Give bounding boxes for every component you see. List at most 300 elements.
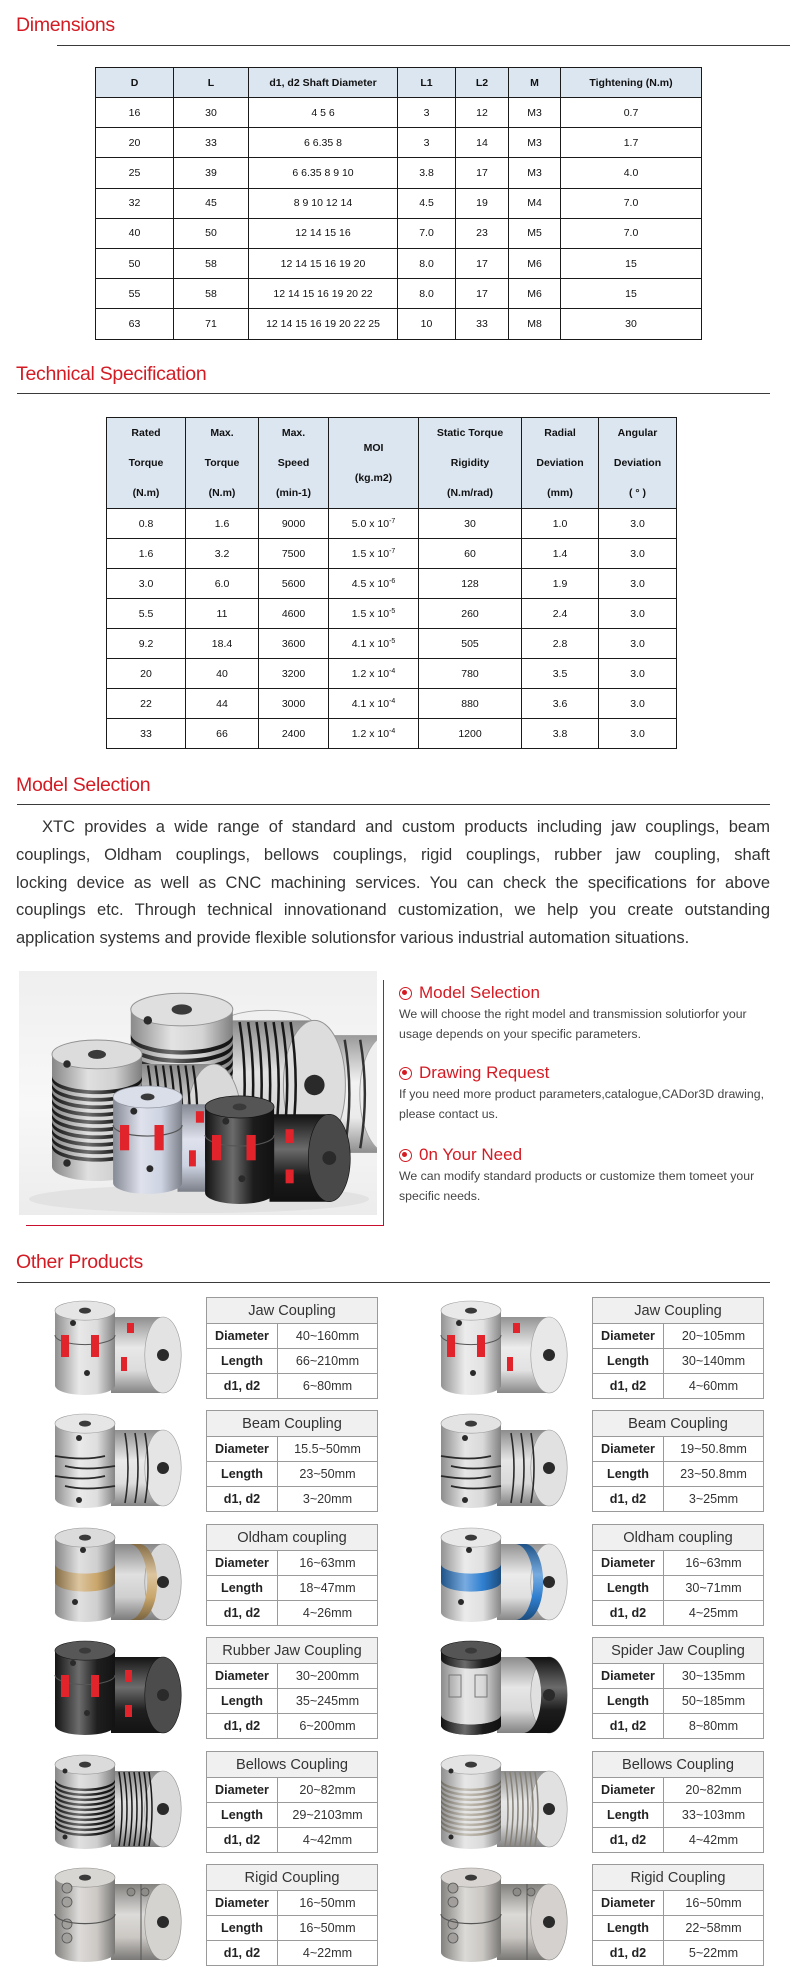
tech-spec-cell: 6.0 bbox=[186, 569, 259, 599]
tech-spec-cell: 1.6 bbox=[186, 509, 259, 539]
rigid-coupling-drawing bbox=[441, 1868, 567, 1962]
spec-value-shaft: 4~60mm bbox=[664, 1374, 764, 1399]
product-spec-table bbox=[592, 1297, 764, 1399]
spec-label-length: Length bbox=[593, 1462, 664, 1487]
product-title[interactable]: Jaw Coupling bbox=[207, 1298, 378, 1324]
tech-spec-cell: 3600 bbox=[259, 629, 329, 659]
tech-spec-table-head bbox=[107, 418, 677, 509]
dimensions-cell: 55 bbox=[96, 279, 174, 309]
product-title-row bbox=[593, 1298, 764, 1324]
dimensions-heading: Dimensions bbox=[16, 14, 115, 36]
spec-value-shaft: 4~42mm bbox=[278, 1828, 378, 1853]
moi-mantissa: 1.2 x 10 bbox=[351, 727, 390, 740]
dimensions-cell: 1.7 bbox=[561, 128, 702, 158]
dimensions-cell: 17 bbox=[456, 279, 509, 309]
tech-spec-header-cell bbox=[186, 418, 259, 509]
header-line: ( ° ) bbox=[628, 487, 647, 499]
product-spec-row bbox=[207, 1714, 378, 1739]
header-line: Rigidity bbox=[450, 457, 490, 469]
shaft-bore bbox=[543, 1349, 555, 1361]
spec-value-diameter: 40~160mm bbox=[278, 1324, 378, 1349]
tech-spec-cell: 2.4 bbox=[522, 599, 599, 629]
spec-value-length: 30~71mm bbox=[664, 1576, 764, 1601]
dimensions-table-row bbox=[96, 98, 702, 128]
product-spec-row bbox=[207, 1778, 378, 1803]
dimensions-header-row bbox=[96, 68, 702, 98]
dimensions-cell: 6 6.35 8 bbox=[249, 128, 398, 158]
product-spec-row bbox=[593, 1374, 764, 1399]
spec-value-diameter: 30~135mm bbox=[664, 1664, 764, 1689]
product-spec-row bbox=[207, 1462, 378, 1487]
header-line: MOI bbox=[363, 442, 384, 454]
moi-exponent: -5 bbox=[389, 607, 396, 615]
cap-screw bbox=[62, 1897, 72, 1907]
product-spec-body bbox=[593, 1525, 764, 1626]
spec-value-diameter: 30~200mm bbox=[278, 1664, 378, 1689]
jaw-spider-tooth bbox=[61, 1335, 69, 1357]
spec-label-length: Length bbox=[207, 1462, 278, 1487]
moi-mantissa: 1.5 x 10 bbox=[351, 607, 390, 620]
cap-screw bbox=[62, 1933, 72, 1943]
spec-value-length: 50~185mm bbox=[664, 1689, 764, 1714]
tech-spec-table-row bbox=[107, 659, 677, 689]
spec-label-shaft: d1, d2 bbox=[593, 1374, 664, 1399]
tech-spec-cell: 1.4 bbox=[522, 539, 599, 569]
radio-selected-icon bbox=[399, 1149, 412, 1162]
tech-spec-cell: 3.6 bbox=[522, 689, 599, 719]
rubber-spider-tooth bbox=[286, 1129, 294, 1143]
product-title-row bbox=[207, 1525, 378, 1551]
moi-exponent: -7 bbox=[389, 547, 396, 555]
jaw-spider-tooth bbox=[155, 1125, 164, 1150]
spec-label-length: Length bbox=[593, 1349, 664, 1374]
shaft-bore bbox=[79, 1875, 91, 1881]
tech-spec-cell bbox=[329, 629, 419, 659]
spec-value-diameter: 16~63mm bbox=[278, 1551, 378, 1576]
rigid-coupling-icon bbox=[35, 1862, 190, 1966]
tech-spec-cell: 66 bbox=[186, 719, 259, 749]
other-products-divider bbox=[17, 1282, 770, 1283]
standing-cylinder-body bbox=[441, 1424, 501, 1508]
cap-screw bbox=[513, 1888, 521, 1896]
tech-spec-cell: 0.8 bbox=[107, 509, 186, 539]
dimensions-cell: M8 bbox=[509, 309, 561, 339]
shaft-bore bbox=[465, 1762, 477, 1768]
screw-hole bbox=[466, 1547, 472, 1553]
screw-hole bbox=[458, 1599, 464, 1605]
dimensions-cell: 7.0 bbox=[398, 218, 456, 248]
spec-value-diameter: 15.5~50mm bbox=[278, 1437, 378, 1462]
product-title[interactable]: Beam Coupling bbox=[207, 1411, 378, 1437]
image-frame-bottom-border bbox=[26, 1225, 384, 1226]
product-spec-table bbox=[592, 1524, 764, 1626]
feature-title: 0n Your Need bbox=[419, 1145, 523, 1164]
beam-coupling-icon bbox=[35, 1408, 190, 1512]
moi-exponent: -4 bbox=[389, 727, 396, 735]
feature-title: Drawing Request bbox=[419, 1063, 550, 1082]
tech-spec-table-row bbox=[107, 569, 677, 599]
bellows-coupling-drawing bbox=[441, 1755, 567, 1849]
dimensions-cell: M6 bbox=[509, 248, 561, 278]
product-image[interactable] bbox=[35, 1862, 190, 1966]
product-spec-body bbox=[207, 1525, 378, 1626]
spec-label-shaft: d1, d2 bbox=[207, 1714, 278, 1739]
tech-spec-cell: 3.8 bbox=[522, 719, 599, 749]
spec-label-shaft: d1, d2 bbox=[593, 1714, 664, 1739]
spec-label-length: Length bbox=[207, 1689, 278, 1714]
feature-model-selection bbox=[399, 982, 779, 1044]
spec-label-length: Length bbox=[207, 1576, 278, 1601]
shaft-bore bbox=[157, 1803, 169, 1815]
tech-spec-header-cell bbox=[522, 418, 599, 509]
spec-value-shaft: 3~20mm bbox=[278, 1487, 378, 1512]
product-spec-table bbox=[592, 1751, 764, 1853]
shaft-bore bbox=[465, 1421, 477, 1427]
product-title[interactable]: Bellows Coupling bbox=[207, 1752, 378, 1778]
spec-label-length: Length bbox=[207, 1916, 278, 1941]
image-frame-right-border bbox=[383, 980, 384, 1225]
spec-value-diameter: 20~82mm bbox=[664, 1778, 764, 1803]
standing-cylinder-body bbox=[55, 1424, 115, 1508]
jaw-coupling-icon bbox=[35, 1295, 190, 1399]
screw-hole bbox=[84, 1370, 90, 1376]
spec-label-shaft: d1, d2 bbox=[593, 1601, 664, 1626]
tech-spec-cell: 3.0 bbox=[599, 509, 677, 539]
product-title[interactable]: Oldham coupling bbox=[593, 1525, 764, 1551]
product-title[interactable]: Beam Coupling bbox=[593, 1411, 764, 1437]
jaw-spider-tooth bbox=[127, 1323, 134, 1333]
tech-spec-cell bbox=[329, 599, 419, 629]
product-title[interactable]: Bellows Coupling bbox=[593, 1752, 764, 1778]
intro-paragraph-line: XTC provides a wide range of standard and custom products including jaw couplings, beam bbox=[42, 818, 770, 836]
spec-value-length: 66~210mm bbox=[278, 1349, 378, 1374]
tech-spec-cell: 3.0 bbox=[599, 539, 677, 569]
dimensions-cell: 40 bbox=[96, 218, 174, 248]
intro-paragraph-line: couplings, Oldham couplings, bellows couplings, rigid couplings, rubber jaw coupling, shaft bbox=[16, 846, 770, 864]
dimensions-cell: 8 9 10 12 14 bbox=[249, 188, 398, 218]
spec-label-diameter: Diameter bbox=[207, 1664, 278, 1689]
shaft-bore bbox=[157, 1349, 169, 1361]
jaw-spider-tooth bbox=[507, 1357, 513, 1371]
rigid-coupling-icon bbox=[421, 1862, 576, 1966]
product-spec-row bbox=[593, 1462, 764, 1487]
dimensions-table-head bbox=[96, 68, 702, 98]
dimensions-cell: 12 bbox=[456, 98, 509, 128]
tech-spec-cell: 1.9 bbox=[522, 569, 599, 599]
dimensions-cell: 7.0 bbox=[561, 218, 702, 248]
radio-selected-icon bbox=[399, 987, 412, 1000]
product-title-row bbox=[593, 1525, 764, 1551]
product-spec-row bbox=[593, 1487, 764, 1512]
dimensions-cell: 6 6.35 8 9 10 bbox=[249, 158, 398, 188]
dimensions-cell: M3 bbox=[509, 158, 561, 188]
dimensions-cell: M3 bbox=[509, 128, 561, 158]
tech-spec-cell: 3.2 bbox=[186, 539, 259, 569]
product-image[interactable] bbox=[421, 1862, 576, 1966]
dimensions-cell: 3 bbox=[398, 128, 456, 158]
screw-hole bbox=[63, 1835, 68, 1840]
screw-hole bbox=[462, 1497, 468, 1503]
product-spec-row bbox=[593, 1437, 764, 1462]
spec-label-shaft: d1, d2 bbox=[207, 1487, 278, 1512]
tech-spec-cell: 1.0 bbox=[522, 509, 599, 539]
oldham-coupling-drawing bbox=[441, 1528, 567, 1622]
spec-value-shaft: 6~80mm bbox=[278, 1374, 378, 1399]
dimensions-cell: 58 bbox=[174, 279, 249, 309]
tech-spec-cell: 22 bbox=[107, 689, 186, 719]
product-spec-row bbox=[207, 1487, 378, 1512]
product-spec-row bbox=[207, 1916, 378, 1941]
dimensions-cell: 30 bbox=[174, 98, 249, 128]
jaw-spider-tooth bbox=[120, 1125, 129, 1150]
moi-mantissa: 4.1 x 10 bbox=[351, 697, 390, 710]
spec-value-length: 16~50mm bbox=[278, 1916, 378, 1941]
product-title-row bbox=[593, 1865, 764, 1891]
tech-spec-cell bbox=[329, 719, 419, 749]
spec-value-shaft: 3~25mm bbox=[664, 1487, 764, 1512]
tech-spec-cell: 2400 bbox=[259, 719, 329, 749]
shaft-bore bbox=[157, 1576, 169, 1588]
dimensions-cell: 25 bbox=[96, 158, 174, 188]
product-image[interactable] bbox=[421, 1408, 576, 1512]
product-spec-row bbox=[593, 1828, 764, 1853]
product-image[interactable] bbox=[35, 1522, 190, 1626]
spec-label-diameter: Diameter bbox=[207, 1551, 278, 1576]
product-spec-row bbox=[593, 1714, 764, 1739]
dimensions-divider bbox=[57, 45, 790, 46]
tech-spec-table-body bbox=[107, 509, 677, 749]
product-spec-table bbox=[206, 1864, 378, 1966]
tech-spec-header-cell bbox=[419, 418, 522, 509]
oldham-coupling-icon bbox=[35, 1522, 190, 1626]
tech-spec-cell bbox=[329, 509, 419, 539]
spec-value-shaft: 8~80mm bbox=[664, 1714, 764, 1739]
product-spec-row bbox=[593, 1324, 764, 1349]
dimensions-cell: 16 bbox=[96, 98, 174, 128]
rubber-spider-tooth bbox=[125, 1670, 132, 1682]
header-line: (kg.m2) bbox=[354, 472, 393, 484]
product-spec-body bbox=[593, 1411, 764, 1512]
header-line: Max. bbox=[281, 427, 306, 439]
product-image[interactable] bbox=[35, 1295, 190, 1399]
rubber-spider-tooth bbox=[125, 1705, 132, 1717]
product-spec-body bbox=[207, 1411, 378, 1512]
shaft-bore bbox=[465, 1308, 477, 1314]
cap-screw bbox=[527, 1888, 535, 1896]
spec-value-length: 22~58mm bbox=[664, 1916, 764, 1941]
shaft-bore bbox=[543, 1689, 555, 1701]
tech-spec-cell: 3.0 bbox=[599, 599, 677, 629]
spec-value-diameter: 20~105mm bbox=[664, 1324, 764, 1349]
shaft-bore bbox=[543, 1803, 555, 1815]
tech-spec-cell: 3.0 bbox=[599, 719, 677, 749]
spec-label-diameter: Diameter bbox=[593, 1437, 664, 1462]
dimensions-cell: 12 14 15 16 19 20 22 25 bbox=[249, 309, 398, 339]
dimensions-cell: 33 bbox=[456, 309, 509, 339]
product-image[interactable] bbox=[35, 1408, 190, 1512]
product-spec-row bbox=[207, 1349, 378, 1374]
product-image[interactable] bbox=[421, 1295, 576, 1399]
tech-spec-cell: 9.2 bbox=[107, 629, 186, 659]
dimensions-cell: 8.0 bbox=[398, 248, 456, 278]
product-spec-table bbox=[206, 1751, 378, 1853]
tech-spec-cell: 3.0 bbox=[107, 569, 186, 599]
product-spec-row bbox=[207, 1891, 378, 1916]
dimensions-cell: 17 bbox=[456, 248, 509, 278]
header-line: Torque bbox=[128, 457, 164, 469]
dimensions-table bbox=[95, 67, 702, 340]
tech-spec-cell: 40 bbox=[186, 659, 259, 689]
shaft-bore bbox=[88, 1050, 106, 1059]
product-spec-table bbox=[592, 1864, 764, 1966]
dimensions-table-row bbox=[96, 218, 702, 248]
product-spec-row bbox=[593, 1551, 764, 1576]
dimensions-cell: 30 bbox=[561, 309, 702, 339]
dimensions-cell: 50 bbox=[174, 218, 249, 248]
header-line: (N.m) bbox=[132, 487, 160, 499]
bellows-coupling-drawing bbox=[55, 1755, 181, 1849]
product-spec-row bbox=[593, 1891, 764, 1916]
tech-spec-table-row bbox=[107, 719, 677, 749]
dimensions-cell: 39 bbox=[174, 158, 249, 188]
moi-mantissa: 5.0 x 10 bbox=[351, 517, 390, 530]
product-title[interactable]: Rigid Coupling bbox=[593, 1865, 764, 1891]
product-spec-body bbox=[593, 1638, 764, 1739]
shaft-bore bbox=[233, 1103, 247, 1110]
model-selection-heading: Model Selection bbox=[16, 774, 151, 796]
dimensions-header-cell: L2 bbox=[456, 68, 509, 98]
tech-spec-cell: 5600 bbox=[259, 569, 329, 599]
tech-spec-header-cell bbox=[107, 418, 186, 509]
product-title[interactable]: Spider Jaw Coupling bbox=[593, 1638, 764, 1664]
shaft-bore bbox=[465, 1875, 477, 1881]
spec-label-shaft: d1, d2 bbox=[593, 1941, 664, 1966]
dimensions-header-cell: D bbox=[96, 68, 174, 98]
spec-value-shaft: 6~200mm bbox=[278, 1714, 378, 1739]
spec-label-length: Length bbox=[207, 1803, 278, 1828]
product-title[interactable]: Rubber Jaw Coupling bbox=[207, 1638, 378, 1664]
moi-mantissa: 4.5 x 10 bbox=[351, 577, 390, 590]
tech-spec-cell bbox=[329, 569, 419, 599]
product-image[interactable] bbox=[35, 1635, 190, 1739]
spec-value-length: 30~140mm bbox=[664, 1349, 764, 1374]
screw-hole bbox=[449, 1835, 454, 1840]
product-image[interactable] bbox=[421, 1522, 576, 1626]
cap-screw bbox=[62, 1883, 72, 1893]
spec-value-length: 23~50.8mm bbox=[664, 1462, 764, 1487]
moi-mantissa: 1.2 x 10 bbox=[351, 667, 390, 680]
tech-spec-cell bbox=[329, 659, 419, 689]
product-spec-table bbox=[206, 1637, 378, 1739]
shaft-bore bbox=[79, 1535, 91, 1541]
screw-hole bbox=[63, 1060, 71, 1068]
product-spec-body bbox=[593, 1865, 764, 1966]
tech-spec-cell: 30 bbox=[419, 509, 522, 539]
spec-label-length: Length bbox=[593, 1576, 664, 1601]
product-spec-row bbox=[593, 1916, 764, 1941]
product-image[interactable] bbox=[421, 1749, 576, 1853]
dimensions-cell: 17 bbox=[456, 158, 509, 188]
tech-spec-cell: 1.6 bbox=[107, 539, 186, 569]
dimensions-cell: M6 bbox=[509, 279, 561, 309]
tech-spec-cell: 60 bbox=[419, 539, 522, 569]
tech-spec-header-cell bbox=[599, 418, 677, 509]
cap-screw bbox=[448, 1933, 458, 1943]
tech-spec-table-row bbox=[107, 599, 677, 629]
product-title[interactable]: Rigid Coupling bbox=[207, 1865, 378, 1891]
dimensions-cell: 32 bbox=[96, 188, 174, 218]
dimensions-cell: M5 bbox=[509, 218, 561, 248]
screw-hole bbox=[146, 1165, 153, 1172]
spec-value-length: 35~245mm bbox=[278, 1689, 378, 1714]
dimensions-cell: 33 bbox=[174, 128, 249, 158]
product-title[interactable]: Jaw Coupling bbox=[593, 1298, 764, 1324]
dimensions-header-cell: L1 bbox=[398, 68, 456, 98]
tech-spec-cell: 505 bbox=[419, 629, 522, 659]
moi-mantissa: 4.1 x 10 bbox=[351, 637, 390, 650]
screw-hole bbox=[72, 1599, 78, 1605]
spec-label-diameter: Diameter bbox=[593, 1778, 664, 1803]
radio-selected-icon bbox=[399, 1067, 412, 1080]
tech-spec-cell: 3.0 bbox=[599, 629, 677, 659]
product-title-row bbox=[207, 1411, 378, 1437]
dimensions-cell: 58 bbox=[174, 248, 249, 278]
spec-value-shaft: 5~22mm bbox=[664, 1941, 764, 1966]
feature-description: We will choose the right model and transmission solutiorfor your usage depends on your specific parameters. bbox=[399, 1007, 747, 1041]
product-spec-body bbox=[207, 1638, 378, 1739]
product-image[interactable] bbox=[421, 1635, 576, 1739]
tech-spec-cell bbox=[329, 689, 419, 719]
beam-coupling-drawing bbox=[55, 1414, 181, 1508]
spec-value-length: 33~103mm bbox=[664, 1803, 764, 1828]
screw-hole bbox=[76, 1435, 82, 1441]
spec-value-shaft: 4~22mm bbox=[278, 1941, 378, 1966]
dimensions-header-cell: L bbox=[174, 68, 249, 98]
product-spec-row bbox=[207, 1828, 378, 1853]
jaw-spider-tooth bbox=[447, 1335, 455, 1357]
product-spec-row bbox=[207, 1324, 378, 1349]
beam-coupling-icon bbox=[421, 1408, 576, 1512]
shaft-bore bbox=[304, 1075, 324, 1095]
header-line: (N.m) bbox=[208, 487, 236, 499]
dimensions-cell: 10 bbox=[398, 309, 456, 339]
dimensions-cell: 0.7 bbox=[561, 98, 702, 128]
screw-hole bbox=[84, 1710, 90, 1716]
spec-label-diameter: Diameter bbox=[593, 1891, 664, 1916]
product-spec-row bbox=[207, 1803, 378, 1828]
screw-hole bbox=[76, 1497, 82, 1503]
shaft-bore bbox=[543, 1576, 555, 1588]
bellows-coupling-icon bbox=[421, 1749, 576, 1853]
dimensions-cell: 12 14 15 16 19 20 22 bbox=[249, 279, 398, 309]
product-title-row bbox=[593, 1752, 764, 1778]
dimensions-header-cell: d1, d2 Shaft Diameter bbox=[249, 68, 398, 98]
dimensions-cell: 15 bbox=[561, 248, 702, 278]
product-title[interactable]: Oldham coupling bbox=[207, 1525, 378, 1551]
spec-label-length: Length bbox=[207, 1349, 278, 1374]
product-spec-table bbox=[206, 1297, 378, 1399]
oldham-coupling-icon bbox=[421, 1522, 576, 1626]
rubber-coupling-drawing bbox=[55, 1641, 181, 1735]
product-image[interactable] bbox=[35, 1749, 190, 1853]
product-spec-table bbox=[206, 1410, 378, 1512]
tech-spec-cell: 3000 bbox=[259, 689, 329, 719]
screw-hole bbox=[456, 1320, 462, 1326]
spec-label-length: Length bbox=[593, 1916, 664, 1941]
dimensions-table-row bbox=[96, 128, 702, 158]
shaft-bore bbox=[79, 1421, 91, 1427]
tech-spec-heading: Technical Specification bbox=[16, 363, 207, 385]
